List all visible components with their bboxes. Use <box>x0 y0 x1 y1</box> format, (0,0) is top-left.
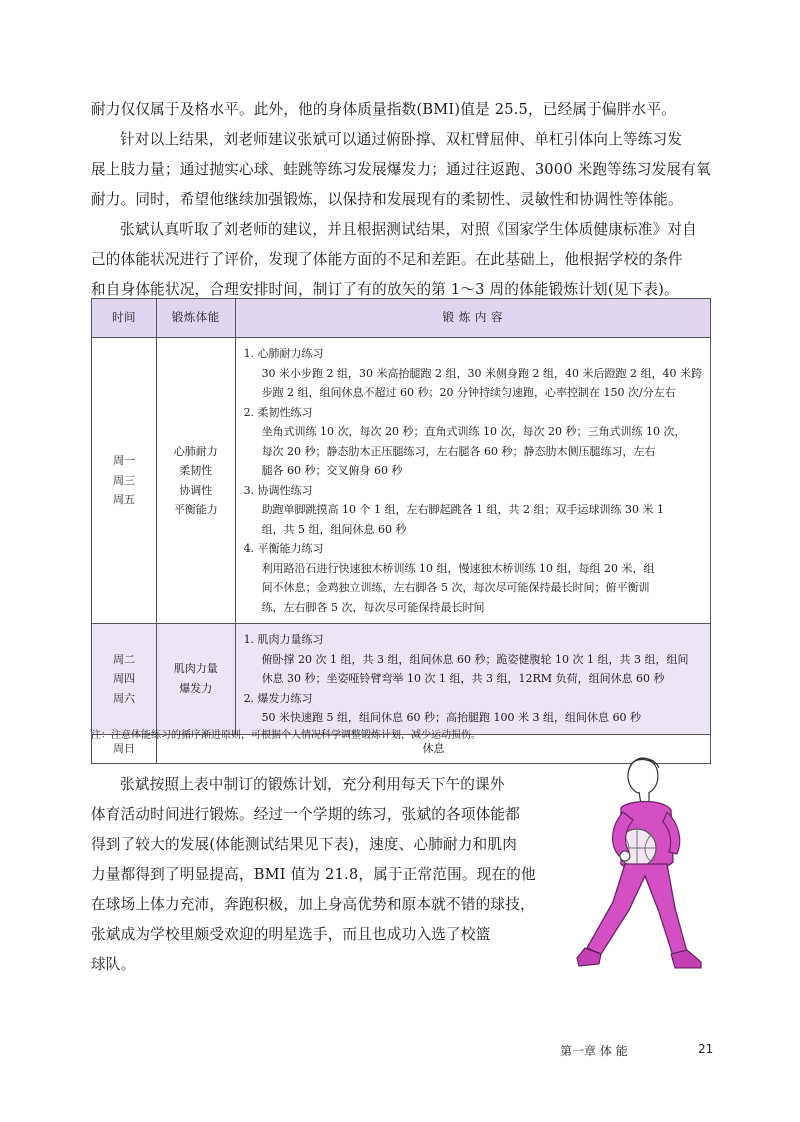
exercise-line: 步跑 2 组，组间休息不超过 60 秒；20 分钟持续匀速跑，心率控制在 150 次/分左右 <box>261 386 676 399</box>
ability-label: 柔韧性 <box>179 464 213 477</box>
closing-text <box>91 770 546 980</box>
exercise-title: 1. 心肺耐力练习 <box>243 347 324 360</box>
pants <box>587 864 687 956</box>
day-label: 周六 <box>112 691 135 705</box>
exercise-title: 1. 肌肉力量练习 <box>243 633 324 646</box>
time-cell <box>92 338 157 624</box>
closing-line: 球队。 <box>91 956 136 973</box>
exercise-line: 30 米小步跑 2 组，30 米高抬腿跑 2 组，30 米侧身跑 2 组，40 米后蹬跑 2 组，40 米跨 <box>261 366 702 380</box>
ability-cell <box>156 338 235 624</box>
exercise-title: 3. 协调性练习 <box>243 483 313 497</box>
ability-label: 肌肉力量 <box>173 662 218 676</box>
exercise-title: 4. 平衡能力练习 <box>243 542 324 555</box>
intro-line: 己的体能状况进行了评价，发现了体能方面的不足和差距。在此基础上，他根据学校的条件 <box>91 251 683 268</box>
rest-cell: 休息 <box>156 734 710 763</box>
ability-label: 平衡能力 <box>173 503 218 516</box>
page-footer <box>560 1042 714 1059</box>
closing-line: 张斌成为学校里颇受欢迎的明星选手，而且也成功入选了校篮 <box>91 926 491 943</box>
ability-label: 爆发力 <box>179 681 213 695</box>
ability-label: 协调性 <box>179 483 213 497</box>
content-cell <box>235 338 710 624</box>
header-time: 时间 <box>92 299 157 338</box>
training-plan-table <box>91 298 711 764</box>
student-with-basketball-illustration <box>555 752 725 982</box>
content-cell <box>235 624 710 735</box>
exercise-line: 俯卧撑 20 次 1 组，共 3 组，组间休息 60 秒；跪姿健腹轮 10 次 1 组，共 3 组，组间 <box>261 652 689 666</box>
ability-label: 心肺耐力 <box>173 444 218 458</box>
time-cell <box>92 624 157 735</box>
time-cell: 周日 <box>92 734 157 763</box>
head <box>628 758 659 794</box>
shoe <box>671 950 701 968</box>
closing-line: 张斌按照上表中制订的锻炼计划，充分利用每天下午的课外 <box>120 776 505 793</box>
exercise-line: 坐角式训练 10 次，每次 20 秒；直角式训练 10 次，每次 20 秒；三角式训练 10 次， <box>261 425 686 438</box>
table-row <box>92 338 711 624</box>
header-ability: 锻炼体能 <box>156 299 235 338</box>
intro-line: 和自身体能状况，合理安排时间，制订了有的放矢的第 1～3 周的体能锻炼计划(见下表)。 <box>91 281 679 298</box>
day-label: 周三 <box>112 473 135 487</box>
intro-line: 针对以上结果，刘老师建议张斌可以通过俯卧撑、双杠臂屈伸、单杠引体向上等练习发 <box>120 131 683 148</box>
exercise-line: 组，共 5 组，组间休息 60 秒 <box>261 522 407 536</box>
intro-line: 展上肢力量；通过抛实心球、蛙跳等练习发展爆发力；通过往返跑、3000 米跑等练习发展有氧 <box>91 161 711 178</box>
closing-line: 得到了较大的发展(体能测试结果见下表)，速度、心肺耐力和肌肉 <box>91 836 518 853</box>
day-label: 周四 <box>112 672 135 685</box>
exercise-line: 练，左右脚各 5 次，每次尽可能保持最长时间 <box>261 600 485 614</box>
day-label: 周五 <box>112 493 135 507</box>
closing-line: 力量都得到了明显提高，BMI 值为 21.8，属于正常范围。现在的他 <box>91 866 536 883</box>
intro-line: 耐力。同时，希望他继续加强锻炼，以保持和发展现有的柔韧性、灵敏性和协调性等体能。 <box>91 191 683 208</box>
closing-line: 体育活动时间进行锻炼。经过一个学期的练习，张斌的各项体能都 <box>91 806 521 823</box>
day-label: 周一 <box>112 454 135 468</box>
closing-line: 在球场上体力充沛，奔跑积极，加上身高优势和原本就不错的球技， <box>91 896 535 913</box>
table-row <box>92 624 711 735</box>
exercise-title: 2. 柔韧性练习 <box>243 405 313 419</box>
intro-line: 张斌认真听取了刘老师的建议，并且根据测试结果，对照《国家学生体质健康标准》对自 <box>120 221 697 238</box>
exercise-line: 助跑单脚跳摸高 10 个 1 组，左右脚起跳各 1 组，共 2 组；双手运球训练 30 米 1 <box>261 503 665 516</box>
exercise-line: 每次 20 秒；静态肋木正压腿练习，左右腿各 60 秒；静态肋木侧压腿练习，左右 <box>261 444 656 458</box>
page-number: 21 <box>698 1042 714 1056</box>
exercise-line: 间不休息；金鸡独立训练，左右脚各 5 次，每次尽可能保持最长时间；俯平衡训 <box>261 581 650 594</box>
intro-text <box>91 95 711 305</box>
exercise-line: 休息 30 秒；坐姿哑铃臂弯举 10 次 1 组，共 3 组，12RM 负荷，组间休息 60 秒 <box>261 672 665 685</box>
intro-line: 耐力仅仅属于及格水平。此外，他的身体质量指数(BMI)值是 25.5，已经属于偏胖水平。 <box>91 101 676 118</box>
table-header-row <box>92 299 711 338</box>
chapter-title: 第一章 体 能 <box>560 1044 628 1058</box>
exercise-line: 50 米快速跑 5 组，组间休息 60 秒；高抬腿跑 100 米 3 组，组间休息 60 秒 <box>261 711 642 724</box>
exercise-line: 腿各 60 秒；交叉俯身 60 秒 <box>261 464 403 477</box>
header-content: 锻 炼 内 容 <box>235 299 710 338</box>
exercise-line: 利用路沿石进行快速独木桥训练 10 组，慢速独木桥训练 10 组，每组 20 米，组 <box>261 561 655 575</box>
ability-cell <box>156 624 235 735</box>
table-note: 注：注意体能练习的循序渐进原则，可根据个人情况科学调整锻炼计划，减少运动损伤。 <box>91 730 481 741</box>
exercise-title: 2. 爆发力练习 <box>243 691 313 705</box>
day-label: 周二 <box>112 652 135 666</box>
